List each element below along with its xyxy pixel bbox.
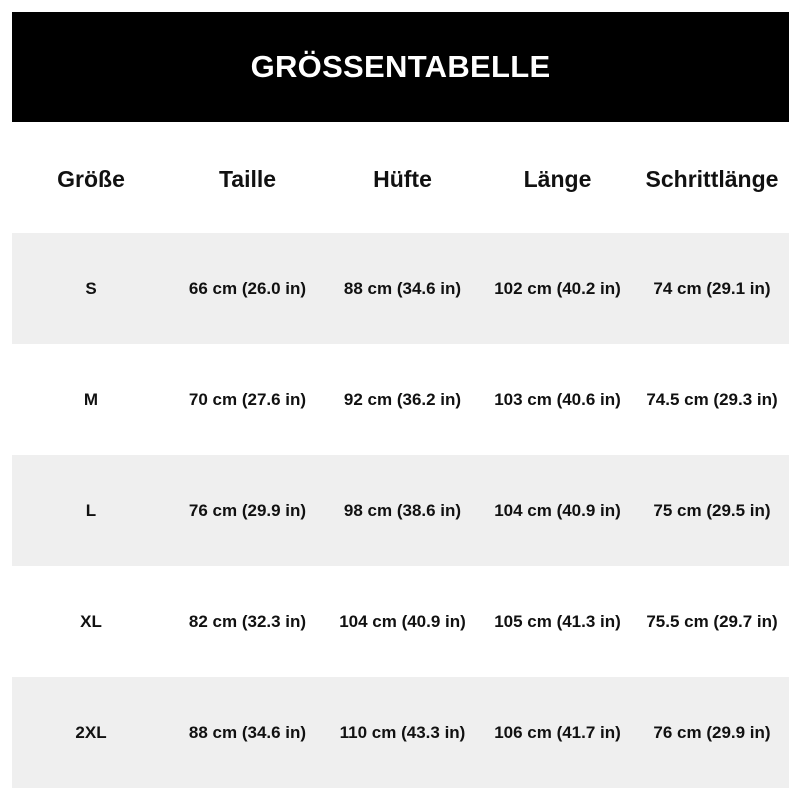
header-hip: Hüfte (373, 165, 432, 192)
table-header (12, 150, 789, 208)
header-inseam: Schrittlänge (645, 165, 779, 192)
inseam-cell: 75 cm (29.5 in) (653, 500, 771, 520)
inseam-cell: 74 cm (29.1 in) (653, 278, 771, 298)
inseam-cell: 75.5 cm (29.7 in) (646, 611, 778, 631)
hip-cell: 92 cm (36.2 in) (343, 389, 462, 409)
length-cell: 106 cm (41.7 in) (494, 722, 621, 742)
hip-cell: 88 cm (34.6 in) (343, 278, 462, 298)
table-row (12, 566, 789, 677)
length-cell: 102 cm (40.2 in) (494, 278, 621, 298)
waist-cell: 88 cm (34.6 in) (188, 722, 307, 742)
table-row (12, 455, 789, 566)
header-waist: Taille (218, 165, 277, 192)
length-cell: 103 cm (40.6 in) (494, 389, 621, 409)
title-banner (12, 12, 789, 122)
size-cell: M (83, 389, 99, 409)
hip-cell: 110 cm (43.3 in) (339, 722, 466, 742)
size-table-body (12, 233, 789, 788)
inseam-cell: 74.5 cm (29.3 in) (646, 389, 778, 409)
page-title: GRÖSSENTABELLE (250, 49, 551, 84)
header-length: Länge (523, 165, 592, 192)
table-row (12, 233, 789, 344)
waist-cell: 82 cm (32.3 in) (188, 611, 307, 631)
table-row (12, 344, 789, 455)
waist-cell: 70 cm (27.6 in) (188, 389, 307, 409)
size-cell: L (85, 500, 97, 520)
waist-cell: 66 cm (26.0 in) (188, 278, 307, 298)
table-row (12, 677, 789, 788)
hip-cell: 98 cm (38.6 in) (343, 500, 462, 520)
length-cell: 105 cm (41.3 in) (494, 611, 621, 631)
header-size: Größe (57, 165, 125, 192)
size-cell: S (85, 278, 97, 298)
hip-cell: 104 cm (40.9 in) (339, 611, 466, 631)
size-cell: 2XL (75, 722, 107, 742)
length-cell: 104 cm (40.9 in) (494, 500, 621, 520)
waist-cell: 76 cm (29.9 in) (188, 500, 307, 520)
size-cell: XL (80, 611, 102, 631)
inseam-cell: 76 cm (29.9 in) (653, 722, 771, 742)
